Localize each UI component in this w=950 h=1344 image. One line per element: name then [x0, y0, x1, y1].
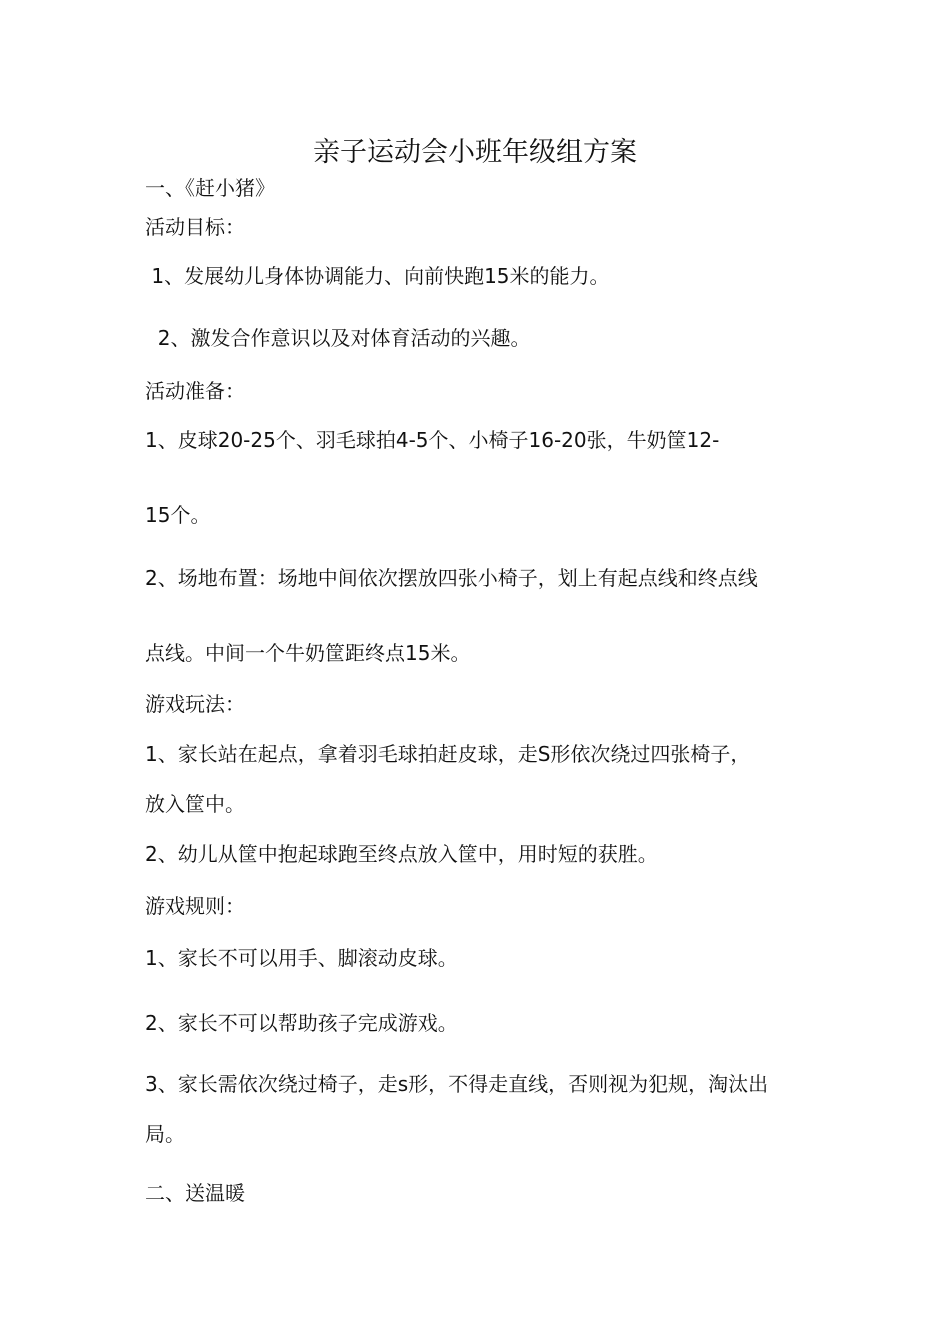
subheading-rules: 游戏规则： — [145, 894, 245, 918]
preparation-item-1-cont: 15个。 — [145, 503, 211, 527]
document-title: 亲子运动会小班年级组方案 — [313, 137, 637, 168]
rule-item-3: 3、家长需依次绕过椅子，走s形，不得走直线，否则视为犯规，淘汰出 — [145, 1072, 769, 1096]
rule-item-2: 2、家长不可以帮助孩子完成游戏。 — [145, 1011, 458, 1035]
subheading-goals: 活动目标： — [145, 215, 245, 239]
preparation-item-2: 2、场地布置：场地中间依次摆放四张小椅子，划上有起点线和终点线 — [145, 566, 758, 590]
gameplay-item-2: 2、幼儿从筐中抱起球跑至终点放入筐中，用时短的获胜。 — [145, 842, 658, 866]
gameplay-item-1: 1、家长站在起点，拿着羽毛球拍赶皮球，走S形依次绕过四张椅子， — [145, 742, 751, 766]
subheading-gameplay: 游戏玩法： — [145, 692, 245, 716]
section-heading-2: 二、送温暖 — [145, 1181, 245, 1205]
rule-item-3-cont: 局。 — [145, 1122, 185, 1146]
preparation-item-1: 1、皮球20-25个、羽毛球拍4-5个、小椅子16-20张，牛奶筐12- — [145, 428, 720, 452]
section-heading-1: 一、《赶小猪》 — [145, 176, 275, 200]
goal-item-2: 2、激发合作意识以及对体育活动的兴趣。 — [145, 326, 531, 350]
preparation-item-2-cont: 点线。中间一个牛奶筐距终点15米。 — [145, 641, 471, 665]
gameplay-item-1-cont: 放入筐中。 — [145, 792, 245, 816]
goal-item-1: 1、发展幼儿身体协调能力、向前快跑15米的能力。 — [145, 264, 610, 288]
subheading-preparation: 活动准备： — [145, 379, 245, 403]
rule-item-1: 1、家长不可以用手、脚滚动皮球。 — [145, 946, 458, 970]
